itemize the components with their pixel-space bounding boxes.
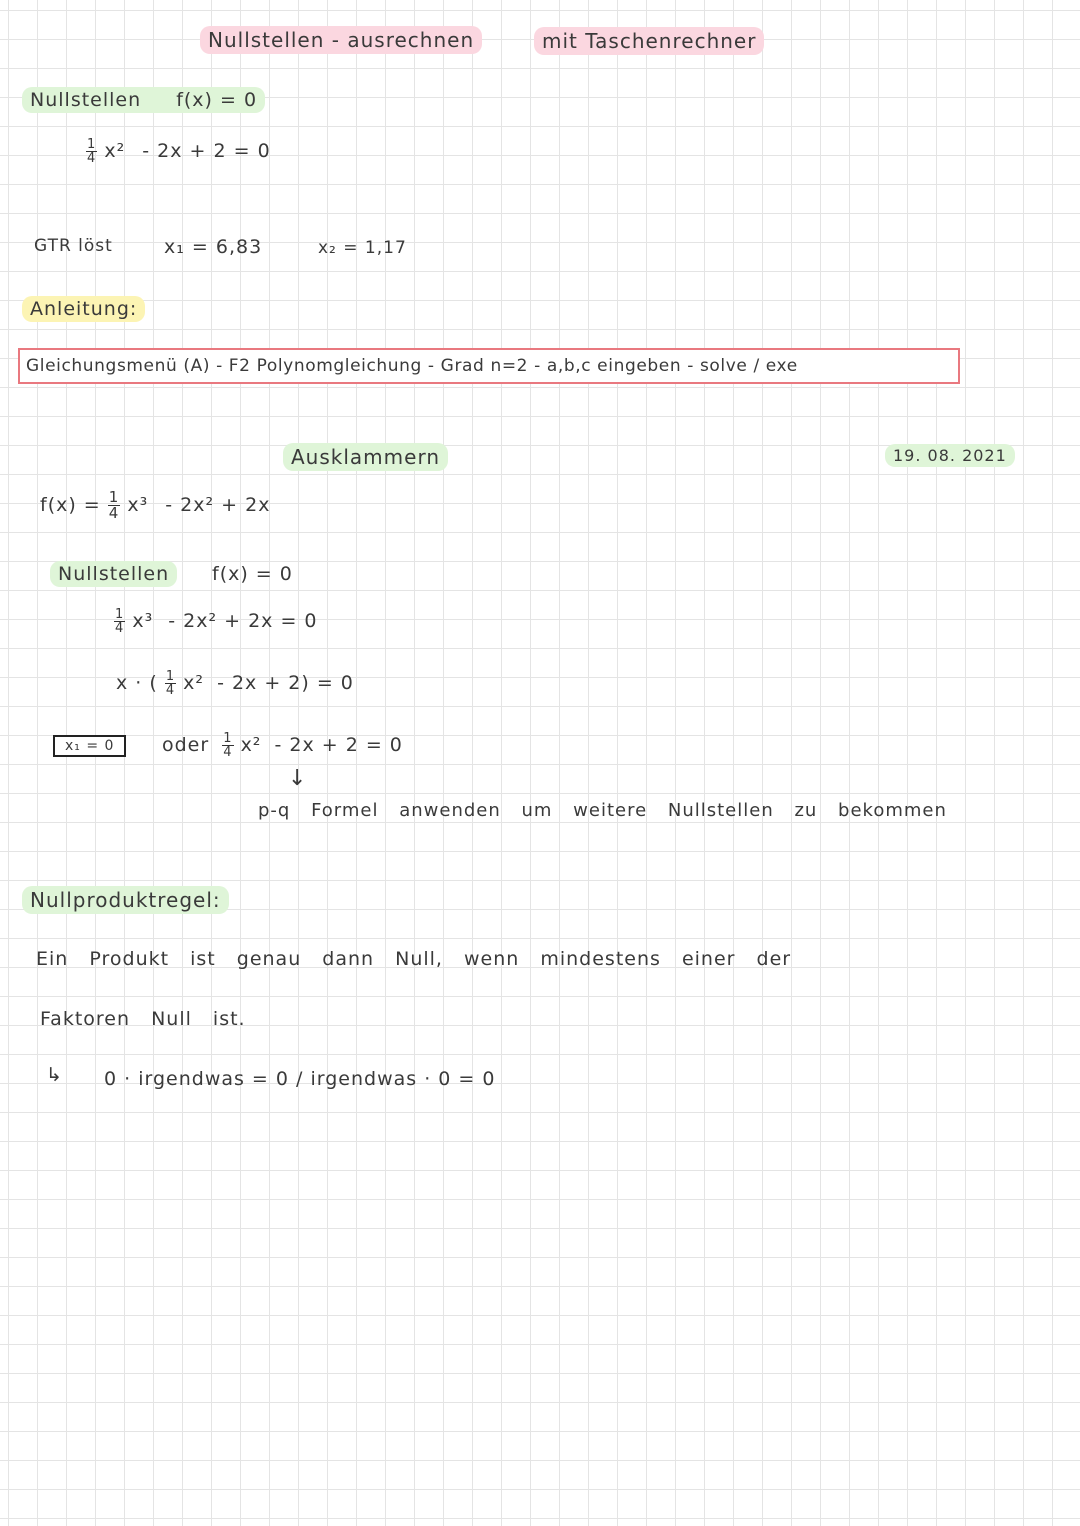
title-dash: - <box>331 28 340 52</box>
oder-equation <box>162 732 403 759</box>
fraction-numerator: 1 <box>223 731 233 746</box>
x-squared-term: x² <box>104 140 126 162</box>
nullstellen-label: Nullstellen <box>30 89 142 111</box>
fraction-one-quarter <box>108 490 121 521</box>
fraction-numerator: 1 <box>165 669 176 684</box>
cubic-equation <box>114 608 318 635</box>
fraction-numerator: 1 <box>87 137 97 152</box>
cubic-function <box>40 490 270 521</box>
pq-formula-note: p-q Formel anwenden um weitere Nullstellen zu bekommen <box>258 800 947 821</box>
fraction-denominator: 4 <box>223 745 233 760</box>
return-arrow-icon: ↳ <box>46 1064 63 1086</box>
equation-rest: - 2x + 2 = 0 <box>142 140 271 162</box>
nullstellen-label-2: Nullstellen <box>50 561 177 587</box>
factored-prefix: x · ( <box>116 672 158 694</box>
root-x1: x₁ = 6,83 <box>164 236 263 258</box>
function-rest: - 2x² + 2x <box>165 494 271 516</box>
x-squared-term: x² <box>183 672 205 694</box>
fraction-denominator: 4 <box>115 621 125 636</box>
root-x1-boxed: x₁ = 0 <box>53 735 126 757</box>
nullstellen-heading <box>22 87 265 113</box>
fraction-denominator: 4 <box>87 151 97 166</box>
nullstellen-condition: f(x) = 0 <box>176 89 258 111</box>
x-squared-term: x² <box>240 734 262 756</box>
title-word: ausrechnen <box>347 28 475 52</box>
nullproduktregel-line1: Ein Produkt ist genau dann Null, wenn mindestens einer der <box>36 948 792 970</box>
anleitung-label: Anleitung: <box>22 296 145 322</box>
fraction-one-quarter <box>86 138 97 165</box>
date-label: 19. 08. 2021 <box>885 444 1015 467</box>
nullstellen-condition-2: f(x) = 0 <box>212 563 293 585</box>
fraction-one-quarter <box>222 732 233 759</box>
fraction-numerator: 1 <box>108 488 120 506</box>
title-word: mit <box>542 29 578 53</box>
fraction-one-quarter <box>165 670 176 697</box>
title-word: Taschenrechner <box>585 29 757 53</box>
fraction-one-quarter <box>114 608 125 635</box>
page-title <box>200 26 482 54</box>
oder-word: oder <box>162 734 210 756</box>
x-cubed-term: x³ <box>132 610 154 632</box>
equation-rest: - 2x² + 2x = 0 <box>168 610 318 632</box>
fraction-denominator: 4 <box>108 504 120 522</box>
factored-equation <box>116 670 354 697</box>
ausklammern-title: Ausklammern <box>283 443 448 471</box>
title-word: Nullstellen <box>208 28 325 52</box>
quadratic-equation <box>86 138 271 165</box>
gtr-label: GTR löst <box>34 236 113 256</box>
fraction-denominator: 4 <box>165 683 176 698</box>
nullproduktregel-label: Nullproduktregel: <box>22 886 229 914</box>
nullproduktregel-example: 0 · irgendwas = 0 / irgendwas · 0 = 0 <box>104 1068 496 1090</box>
x-cubed-term: x³ <box>127 494 149 516</box>
page-title-suffix <box>534 27 764 55</box>
nullproduktregel-line2: Faktoren Null ist. <box>40 1008 246 1030</box>
root-x2: x₂ = 1,17 <box>318 238 407 258</box>
down-arrow-icon: ↓ <box>288 766 308 791</box>
factored-rest: - 2x + 2) = 0 <box>217 672 354 694</box>
function-lhs: f(x) = <box>40 494 101 516</box>
anleitung-steps-box: Gleichungsmenü (A) - F2 Polynomgleichung - Grad n=2 - a,b,c eingeben - solve / exe <box>18 348 960 384</box>
fraction-numerator: 1 <box>115 607 125 622</box>
oder-rest: - 2x + 2 = 0 <box>274 734 403 756</box>
